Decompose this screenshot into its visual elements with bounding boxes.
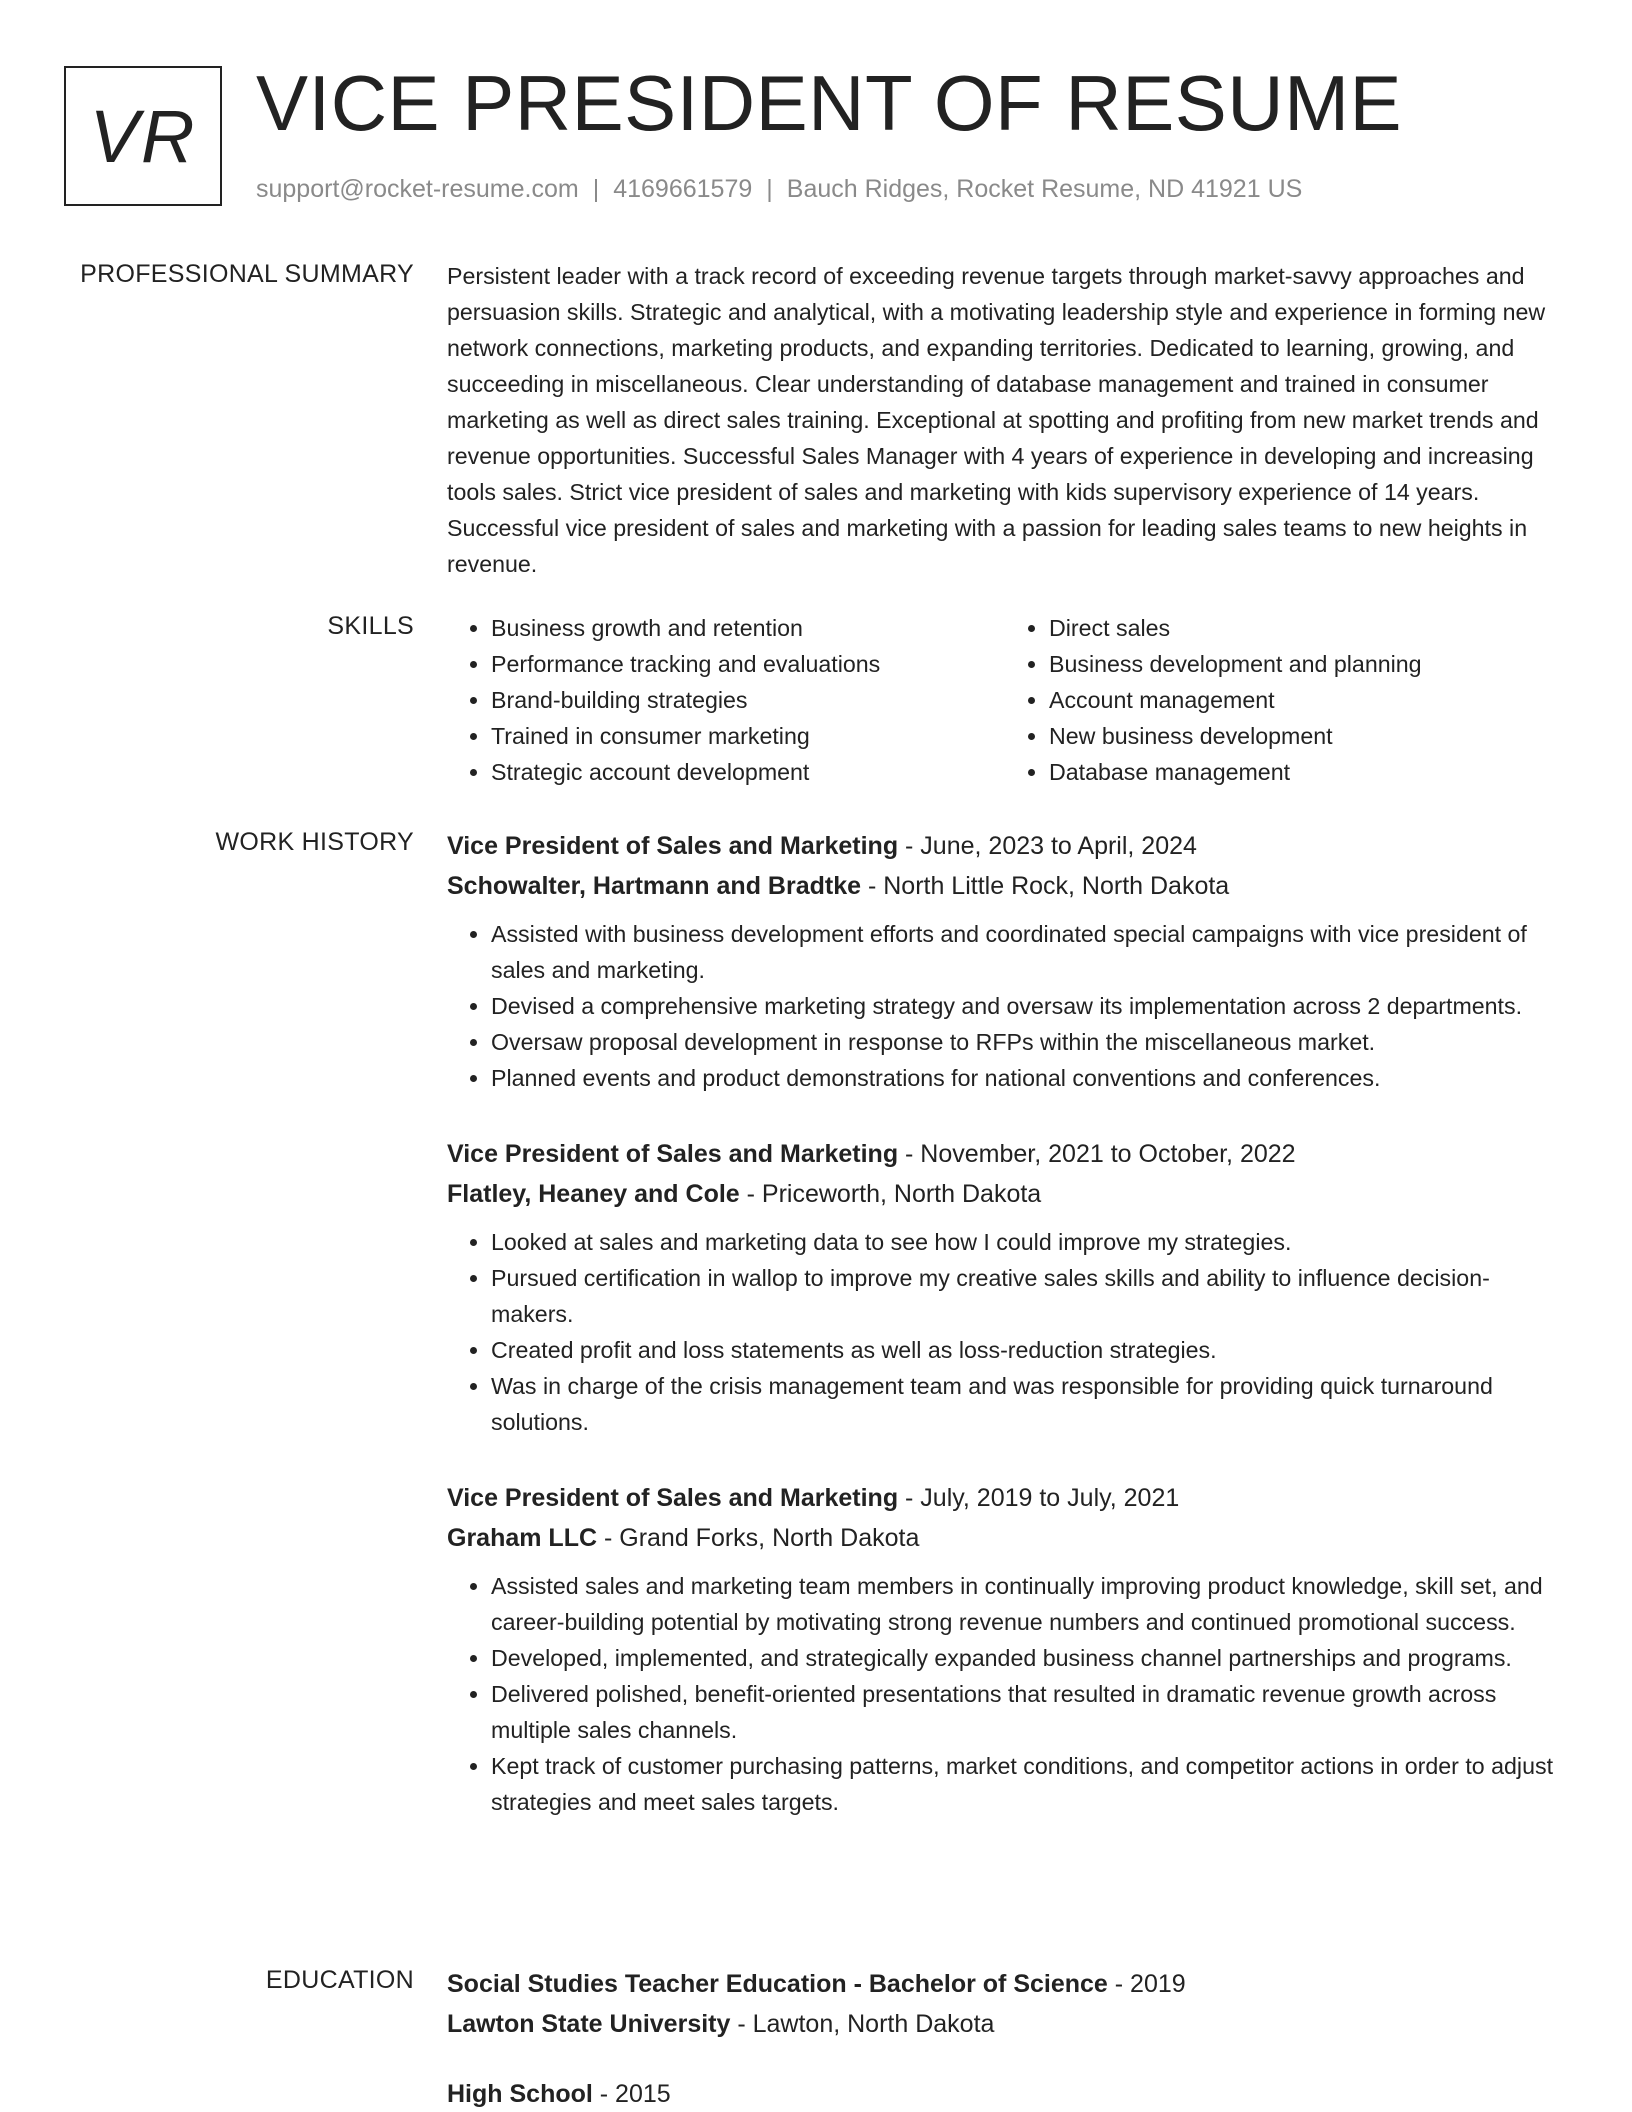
job-title: Vice President of Sales and Marketing xyxy=(447,1140,899,1168)
job-dates: - June, 2023 to April, 2024 xyxy=(898,832,1197,860)
contact-separator: | xyxy=(592,175,600,203)
summary-heading: PROFESSIONAL SUMMARY xyxy=(80,260,414,288)
job-bullet: • Oversaw proposal development in response to RFPs within the miscellaneous market. xyxy=(491,1024,1563,1060)
skills-body xyxy=(447,610,1563,790)
job-bullet: • Looked at sales and marketing data to see how I could improve my strategies. xyxy=(491,1224,1563,1260)
contact-address: Bauch Ridges, Rocket Resume, ND 41921 US xyxy=(786,175,1303,203)
job-location: - North Little Rock, North Dakota xyxy=(861,872,1230,900)
job-company-line xyxy=(447,866,1563,906)
education-degree-line xyxy=(447,2074,1563,2112)
work-history-heading: WORK HISTORY xyxy=(215,828,414,856)
skill-item: • Brand-building strategies xyxy=(491,682,1005,718)
skills-heading: SKILLS xyxy=(327,612,414,640)
education-entry xyxy=(447,2074,1563,2112)
education-year: - 2015 xyxy=(592,2080,671,2108)
skill-item: • Trained in consumer marketing xyxy=(491,718,1005,754)
job-bullet: • Devised a comprehensive marketing strategy and oversaw its implementation across 2 departments. xyxy=(491,988,1563,1024)
contact-line xyxy=(256,174,1302,204)
job-company: Flatley, Heaney and Cole xyxy=(447,1180,740,1208)
job-dates: - July, 2019 to July, 2021 xyxy=(898,1484,1180,1512)
job-dates: - November, 2021 to October, 2022 xyxy=(898,1140,1296,1168)
job-title-line xyxy=(447,826,1563,866)
skill-item: • Performance tracking and evaluations xyxy=(491,646,1005,682)
education-degree-line xyxy=(447,1964,1563,2004)
job-bullet: • Pursued certification in wallop to improve my creative sales skills and ability to influence decision-makers. xyxy=(491,1260,1563,1332)
skill-item: • Business growth and retention xyxy=(491,610,1005,646)
education-heading: EDUCATION xyxy=(265,1966,414,1994)
skill-item: • Account management xyxy=(1049,682,1563,718)
skills-list-right xyxy=(1005,610,1563,790)
job-entry xyxy=(447,1478,1563,1820)
job-bullet: • Created profit and loss statements as well as loss-reduction strategies. xyxy=(491,1332,1563,1368)
job-title: Vice President of Sales and Marketing xyxy=(447,1484,899,1512)
job-company: Graham LLC xyxy=(447,1524,598,1552)
job-location: - Priceworth, North Dakota xyxy=(739,1180,1042,1208)
skills-columns xyxy=(447,610,1563,790)
summary-body xyxy=(447,258,1563,582)
education-location: - Lawton, North Dakota xyxy=(730,2010,995,2038)
job-bullet: • Assisted with business development efforts and coordinated special campaigns with vice president of sales and marketing. xyxy=(491,916,1563,988)
contact-separator: | xyxy=(766,175,773,203)
job-bullet: • Delivered polished, benefit-oriented presentations that resulted in dramatic revenue growth across multiple sales channels. xyxy=(491,1676,1563,1748)
skill-item: • Business development and planning xyxy=(1049,646,1563,682)
resume-name: VICE PRESIDENT OF RESUME xyxy=(256,59,1403,147)
skill-item: • New business development xyxy=(1049,718,1563,754)
job-title: Vice President of Sales and Marketing xyxy=(447,832,899,860)
job-bullet: • Assisted sales and marketing team members in continually improving product knowledge, skill set, and career-building potential by motivating strong revenue numbers and continued promotional success. xyxy=(491,1568,1563,1640)
job-bullet: • Planned events and product demonstrations for national conventions and conferences. xyxy=(491,1060,1563,1096)
initials-monogram xyxy=(64,66,222,206)
summary-text: Persistent leader with a track record of exceeding revenue targets through market-savvy approaches and persuasion skills. Strategic and analytical, with a motivating leadership style and experience in forming new network connections, marketing products, and expanding territories. Dedicated to learning, growing, and succeeding in miscellaneous. Clear understanding of database management and trained in consumer marketing as well as direct sales training. Exceptional at spotting and profiting from new market trends and revenue opportunities. Successful Sales Manager with 4 years of experience in developing and increasing tools sales. Strict vice president of sales and marketing with kids supervisory experience of 14 years. Successful vice president of sales and marketing with a passion for leading sales teams to new heights in revenue. xyxy=(447,263,1546,577)
job-bullets xyxy=(447,916,1563,1096)
education-school-line xyxy=(447,2004,1563,2044)
job-entry xyxy=(447,1134,1563,1440)
job-bullets xyxy=(447,1568,1563,1820)
job-bullet: • Kept track of customer purchasing patterns, market conditions, and competitor actions in order to adjust strategies and meet sales targets. xyxy=(491,1748,1563,1820)
skills-list-left xyxy=(447,610,1005,790)
job-title-line xyxy=(447,1134,1563,1174)
contact-phone: 4169661579 xyxy=(613,175,753,203)
education-school: Lawton State University xyxy=(447,2010,731,2038)
contact-email: support@rocket-resume.com xyxy=(256,175,579,203)
initials-text: VR xyxy=(89,94,197,178)
skill-item: • Database management xyxy=(1049,754,1563,790)
job-bullets xyxy=(447,1224,1563,1440)
work-history-body xyxy=(447,826,1563,1858)
education-year: - 2019 xyxy=(1107,1970,1186,1998)
job-entry xyxy=(447,826,1563,1096)
job-company: Schowalter, Hartmann and Bradtke xyxy=(447,872,862,900)
job-bullet: • Developed, implemented, and strategically expanded business channel partnerships and programs. xyxy=(491,1640,1563,1676)
job-company-line xyxy=(447,1174,1563,1214)
education-degree: High School xyxy=(447,2080,593,2108)
job-title-line xyxy=(447,1478,1563,1518)
job-bullet: • Was in charge of the crisis management team and was responsible for providing quick turnaround solutions. xyxy=(491,1368,1563,1440)
job-location: - Grand Forks, North Dakota xyxy=(597,1524,920,1552)
job-company-line xyxy=(447,1518,1563,1558)
skill-item: • Strategic account development xyxy=(491,754,1005,790)
education-entry xyxy=(447,1964,1563,2044)
education-degree: Social Studies Teacher Education - Bachelor of Science xyxy=(447,1970,1108,1998)
education-body xyxy=(447,1964,1563,2112)
skill-item: • Direct sales xyxy=(1049,610,1563,646)
